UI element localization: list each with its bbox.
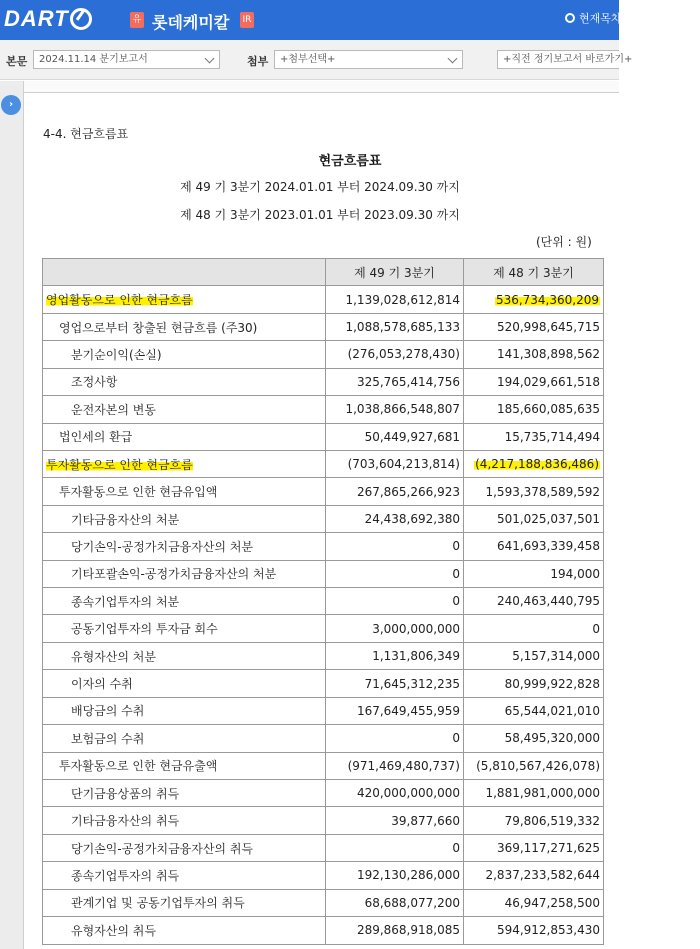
logo-text: DART [4,6,69,31]
table-header-row [43,259,604,286]
account-name [43,615,326,642]
table-body [43,286,604,944]
table-row [43,697,604,724]
account-name [43,780,326,807]
prior-amount: 194,029,661,518 [464,368,604,395]
account-label: 배당금의 수취 [71,704,145,719]
company-name: 롯데케미칼 [152,13,230,32]
current-toc-toggle[interactable] [565,10,622,26]
prior-amount: 2,837,233,582,644 [464,862,604,889]
current-amount: 0 [326,533,464,560]
current-amount: (971,469,480,737) [326,752,464,779]
account-name [43,313,326,340]
account-name [43,642,326,669]
radio-icon [565,13,575,23]
table-row [43,560,604,587]
prior-amount: (5,810,567,426,078) [464,752,604,779]
account-label: 보험금의 수취 [71,731,145,746]
prior-amount [464,286,604,313]
table-row [43,286,604,313]
prior-amount: 594,912,853,430 [464,917,604,944]
table-row [43,313,604,340]
account-label: 관계기업 및 공동기업투자의 취득 [71,896,245,911]
account-name [43,505,326,532]
current-amount: 325,765,414,756 [326,368,464,395]
table-row [43,670,604,697]
chevron-down-icon [205,54,215,64]
current-amount: 1,139,028,612,814 [326,286,464,313]
unit-label: (단위 : 원) [536,235,592,249]
prior-amount: 0 [464,615,604,642]
account-label: 유형자산의 취득 [71,923,156,938]
highlighted-amount: 536,734,360,209 [495,292,599,307]
account-label: 투자활동으로 인한 현금흐름 [46,457,193,472]
column-header-current: 제 49 기 3분기 [326,259,464,286]
period-prior: 제 48 기 3분기 2023.01.01 부터 2023.09.30 까지 [180,208,460,222]
chevron-right-icon[interactable]: › [1,95,21,115]
current-amount: 0 [326,560,464,587]
attachment-value: +첨부선택+ [280,54,336,65]
highlighted-amount: (4,217,188,836,486) [475,457,599,472]
current-amount: 192,130,286,000 [326,862,464,889]
previous-report-value: +직전 정기보고서 바로가기+ [503,54,633,65]
attachment-select[interactable] [274,50,463,69]
column-header-account [43,259,326,286]
logo-mark-icon [70,8,92,30]
account-name [43,450,326,477]
dart-logo[interactable] [4,6,92,32]
account-name [43,725,326,752]
account-name [43,396,326,423]
period-current: 제 49 기 3분기 2024.01.01 부터 2024.09.30 까지 [180,180,460,194]
ir-badge-icon[interactable]: IR [240,12,254,28]
prior-amount: 46,947,258,500 [464,889,604,916]
table-row [43,752,604,779]
table-row [43,450,604,477]
current-amount: (703,604,213,814) [326,450,464,477]
prior-amount: 5,157,314,000 [464,642,604,669]
current-amount: 24,438,692,380 [326,505,464,532]
prior-amount: 15,735,714,494 [464,423,604,450]
account-name [43,807,326,834]
current-amount: 50,449,927,681 [326,423,464,450]
previous-report-select[interactable] [497,50,633,69]
table-row [43,478,604,505]
prior-amount: 65,544,021,010 [464,697,604,724]
prior-amount: 185,660,085,635 [464,396,604,423]
account-label: 당기손익-공정가치금융자산의 취득 [71,841,254,856]
account-label: 당기손익-공정가치금융자산의 처분 [71,539,254,554]
account-name [43,368,326,395]
prior-amount: 240,463,440,795 [464,588,604,615]
account-name [43,834,326,861]
table-row [43,917,604,944]
account-name [43,697,326,724]
table-row [43,396,604,423]
current-amount: 167,649,455,959 [326,697,464,724]
account-name [43,560,326,587]
main-select-label: 본문 [6,55,28,68]
account-label: 영업으로부터 창출된 현금흐름 (주30) [59,320,258,335]
top-header [0,0,622,40]
account-label: 법인세의 환급 [59,430,133,445]
account-name [43,341,326,368]
account-name [43,478,326,505]
table-row [43,505,604,532]
prior-amount: 1,881,981,000,000 [464,780,604,807]
prior-amount: 369,117,271,625 [464,834,604,861]
table-row [43,588,604,615]
current-amount: 0 [326,588,464,615]
table-row [43,889,604,916]
current-amount: 68,688,077,200 [326,889,464,916]
report-selector-bar [0,40,633,80]
current-amount: (276,053,278,430) [326,341,464,368]
account-label: 공동기업투자의 투자금 회수 [71,622,218,637]
account-label: 기타포괄손익-공정가치금융자산의 처분 [71,567,277,582]
table-row [43,834,604,861]
account-label: 조정사항 [71,375,118,390]
prior-amount: 141,308,898,562 [464,341,604,368]
prior-amount: 80,999,922,828 [464,670,604,697]
table-row [43,807,604,834]
current-toc-label: 현재목차 [579,12,622,25]
statement-title: 현금흐름표 [318,154,382,169]
account-name [43,670,326,697]
table-row [43,780,604,807]
table-row [43,533,604,560]
current-amount: 1,131,806,349 [326,642,464,669]
account-label: 영업활동으로 인한 현금흐름 [46,293,193,308]
prior-amount [464,450,604,477]
table-row [43,423,604,450]
account-label: 운전자본의 변동 [71,402,156,417]
current-amount: 0 [326,834,464,861]
account-label: 단기금융상품의 취득 [71,786,180,801]
account-name [43,286,326,313]
table-row [43,725,604,752]
current-amount: 1,038,866,548,807 [326,396,464,423]
account-name [43,862,326,889]
prior-amount: 520,998,645,715 [464,313,604,340]
table-row [43,341,604,368]
current-amount: 420,000,000,000 [326,780,464,807]
account-label: 분기순이익(손실) [71,347,162,362]
table-row [43,642,604,669]
column-header-prior: 제 48 기 3분기 [464,259,604,286]
account-label: 투자활동으로 인한 현금유출액 [59,759,218,774]
current-amount: 1,088,578,685,133 [326,313,464,340]
prior-amount: 79,806,519,332 [464,807,604,834]
table-row [43,862,604,889]
account-name [43,533,326,560]
chevron-down-icon [448,54,458,64]
securities-badge-icon[interactable]: 유 [130,12,144,28]
prior-amount: 1,593,378,589,592 [464,478,604,505]
account-name [43,423,326,450]
account-label: 투자활동으로 인한 현금유입액 [59,485,218,500]
attach-select-label: 첨부 [247,55,269,68]
account-label: 기타금융자산의 취득 [71,814,180,829]
cash-flow-table [42,258,604,945]
current-amount: 0 [326,725,464,752]
account-label: 기타금융자산의 처분 [71,512,180,527]
account-name [43,889,326,916]
account-label: 종속기업투자의 처분 [71,594,180,609]
current-amount: 39,877,660 [326,807,464,834]
account-name [43,752,326,779]
current-amount: 3,000,000,000 [326,615,464,642]
table-row [43,368,604,395]
main-report-select[interactable] [33,50,220,69]
section-heading: 4-4. 현금흐름표 [43,127,129,141]
account-name [43,917,326,944]
content-frame-top [24,81,619,93]
account-label: 유형자산의 처분 [71,649,156,664]
prior-amount: 641,693,339,458 [464,533,604,560]
current-amount: 267,865,266,923 [326,478,464,505]
prior-amount: 194,000 [464,560,604,587]
prior-amount: 58,495,320,000 [464,725,604,752]
account-name [43,588,326,615]
prior-amount: 501,025,037,501 [464,505,604,532]
current-amount: 71,645,312,235 [326,670,464,697]
table-row [43,615,604,642]
account-label: 종속기업투자의 취득 [71,868,180,883]
main-report-value: 2024.11.14 분기보고서 [39,54,148,65]
current-amount: 289,868,918,085 [326,917,464,944]
account-label: 이자의 수취 [71,677,133,692]
